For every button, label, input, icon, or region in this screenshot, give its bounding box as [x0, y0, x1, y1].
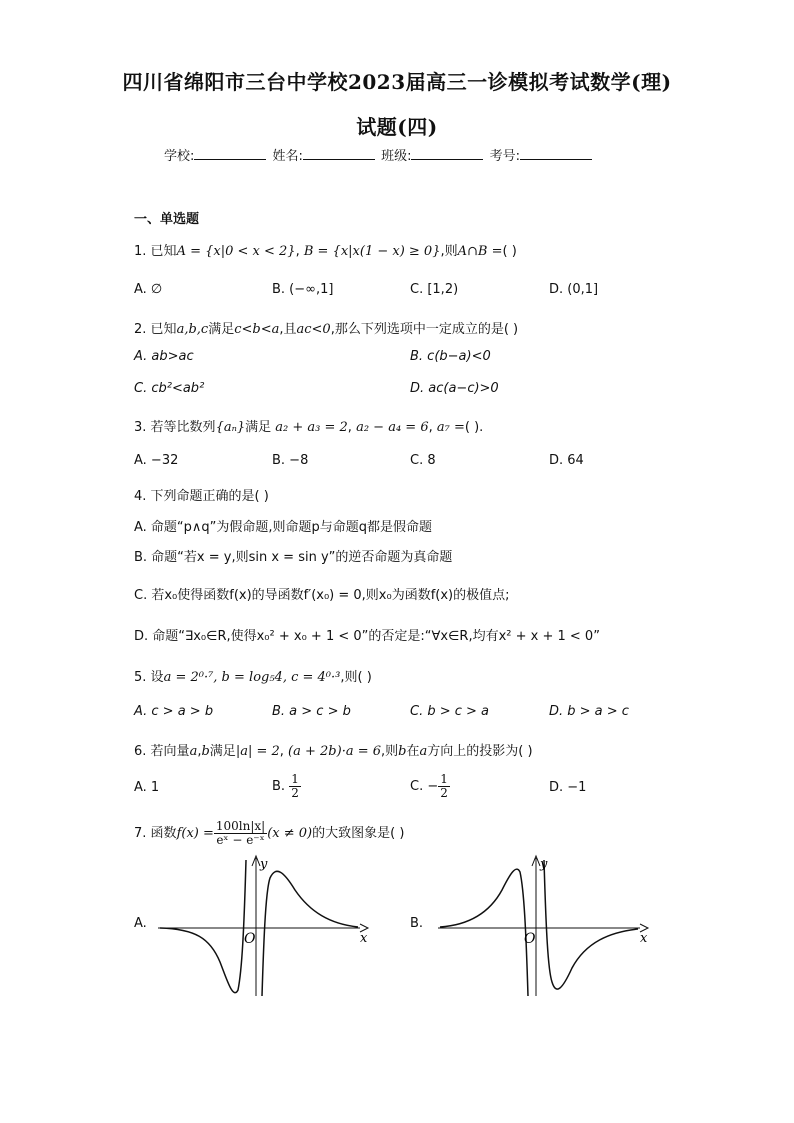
question-5-stem: 5. 设a = 2⁰·⁷, b = log₅4, c = 4⁰·³,则( ) [134, 670, 372, 685]
class-label: 班级: [381, 149, 412, 164]
number-blank[interactable] [520, 147, 592, 160]
graph-a-origin-label: O [244, 931, 256, 947]
name-label: 姓名: [272, 149, 303, 164]
graph-b[interactable] [430, 850, 655, 1000]
question-7-option-b[interactable]: B. [410, 916, 424, 931]
graph-b-origin-label: O [524, 931, 536, 947]
graph-b-x-label: x [640, 931, 648, 946]
class-blank[interactable] [411, 147, 483, 160]
name-blank[interactable] [303, 147, 375, 160]
question-1-option-c[interactable]: C. [1,2) [410, 282, 459, 297]
function-fraction: $\frac{100\ln|x|}{\text{eˣ − e⁻ˣ}}$ [215, 819, 266, 847]
question-7-stem: 7. 函数f(x) = $\frac{100\ln|x|}{\text{eˣ − e⁻ˣ}}$ (x ≠ 0)的大致图象是( ) [134, 819, 405, 847]
graph-a-curve-left [160, 860, 246, 993]
question-6-option-d[interactable]: D. −1 [549, 780, 587, 795]
graph-a-x-label: x [360, 931, 368, 946]
question-2-option-a[interactable]: A. ab>ac [134, 349, 194, 364]
question-5-option-d[interactable]: D. b > a > c [549, 704, 629, 719]
question-6-option-c[interactable]: C. − $\frac{1}{2}$ [410, 772, 448, 800]
question-3-stem: 3. 若等比数列{aₙ}满足 a₂ + a₃ = 2, a₂ − a₄ = 6, a₇ =( ). [134, 420, 484, 435]
question-4-option-b[interactable]: B. 命题“若x = y,则sin x = sin y”的逆否命题为真命题 [134, 550, 453, 565]
school-label: 学校: [164, 149, 195, 164]
question-5-option-b[interactable]: B. a > c > b [272, 704, 351, 719]
exam-title-line2: 试题(四) [356, 115, 438, 139]
fraction-one-half: $\frac{1}{2}$ [291, 772, 299, 800]
school-blank[interactable] [194, 147, 266, 160]
question-1-stem: 1. 已知A = {x|0 < x < 2}, B = {x|x(1 − x) ≥ 0},则A∩B =( ) [134, 244, 517, 259]
question-1-option-a[interactable]: A. ∅ [134, 282, 163, 297]
question-2-option-d[interactable]: D. ac(a−c)>0 [410, 381, 499, 396]
graph-b-y-label: y [540, 857, 548, 872]
graph-b-curve-right [544, 860, 638, 989]
question-4-option-a[interactable]: A. 命题“p∧q”为假命题,则命题p与命题q都是假命题 [134, 520, 433, 535]
question-1-option-d[interactable]: D. (0,1] [549, 282, 599, 297]
question-2-stem: 2. 已知a,b,c满足c<b<a,且ac<0,那么下列选项中一定成立的是( ) [134, 322, 519, 337]
question-3-option-a[interactable]: A. −32 [134, 453, 179, 468]
exam-title-line1: 四川省绵阳市三台中学校2023届高三一诊模拟考试数学(理) [122, 70, 672, 94]
student-info-row [164, 145, 594, 164]
question-6-option-b[interactable]: B. $\frac{1}{2}$ [272, 772, 299, 800]
question-4-stem: 4. 下列命题正确的是( ) [134, 489, 269, 504]
fraction-one-half: $\frac{1}{2}$ [440, 772, 448, 800]
number-label: 考号: [489, 149, 520, 164]
graph-a[interactable] [150, 850, 375, 1000]
question-5-option-a[interactable]: A. c > a > b [134, 704, 214, 719]
section-title: 一、单选题 [134, 212, 200, 227]
question-2-option-b[interactable]: B. c(b−a)<0 [410, 349, 491, 364]
question-2-option-c[interactable]: C. cb²<ab² [134, 381, 205, 396]
question-3-option-d[interactable]: D. 64 [549, 453, 584, 468]
question-3-option-b[interactable]: B. −8 [272, 453, 309, 468]
graph-a-y-label: y [260, 857, 268, 872]
question-4-option-d[interactable]: D. 命题“∃x₀∈R,使得x₀² + x₀ + 1 < 0”的否定是:“∀x∈R,均有x² + x + 1 < 0” [134, 629, 600, 644]
graph-b-curve-left [440, 869, 528, 996]
question-6-option-a[interactable]: A. 1 [134, 780, 160, 795]
question-3-option-c[interactable]: C. 8 [410, 453, 436, 468]
question-4-option-c[interactable]: C. 若x₀使得函数f(x)的导函数f′(x₀) = 0,则x₀为函数f(x)的极值点; [134, 588, 510, 603]
graph-a-curve-right [262, 871, 358, 996]
question-5-option-c[interactable]: C. b > c > a [410, 704, 490, 719]
question-6-stem: 6. 若向量a,b满足|a| = 2, (a + 2b)·a = 6,则b在a方向上的投影为( ) [134, 744, 533, 759]
question-1-option-b[interactable]: B. (−∞,1] [272, 282, 334, 297]
question-7-option-a[interactable]: A. [134, 916, 147, 931]
